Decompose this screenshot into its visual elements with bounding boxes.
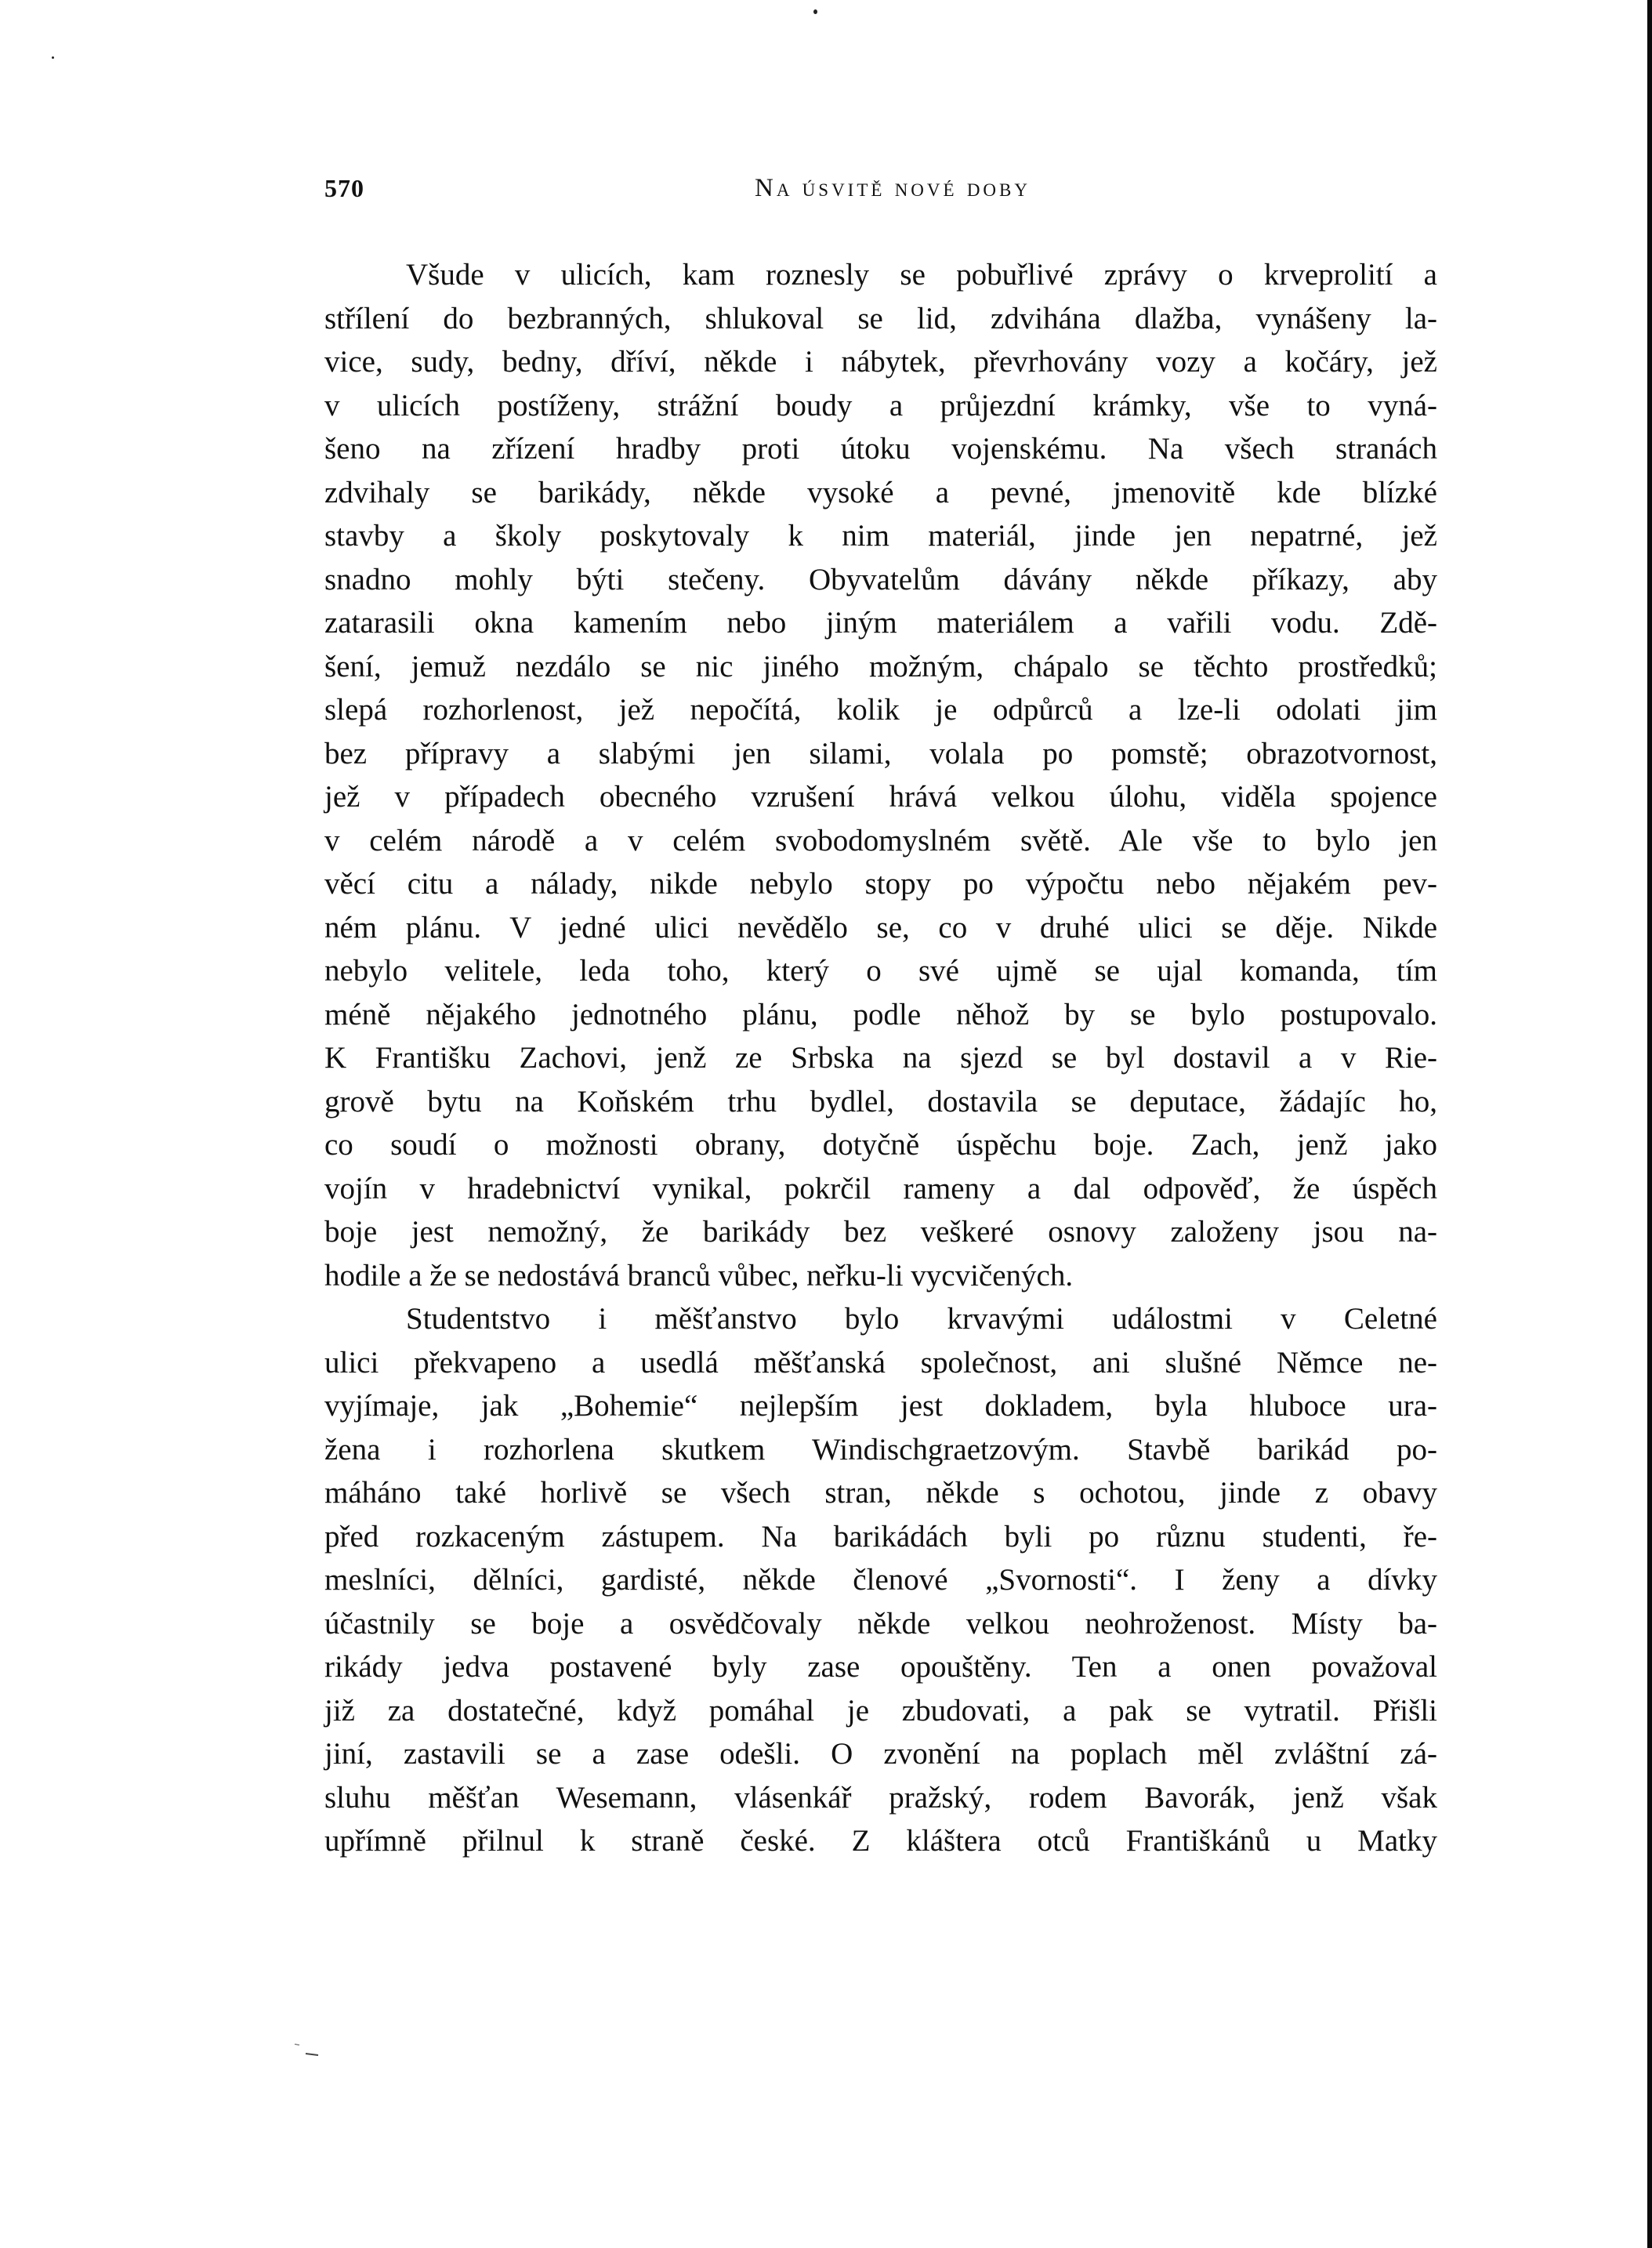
- text-line: K Františku Zachovi, jenž ze Srbska na sjezd se byl dostavil a v Rie-: [324, 1041, 1437, 1075]
- text-line: jež v případech obecného vzrušení hrává velkou úlohu, viděla spojence: [324, 780, 1437, 814]
- text-line: grově bytu na Koňském trhu bydlel, dostavila se deputace, žádajíc ho,: [324, 1084, 1437, 1119]
- text-line: před rozkaceným zástupem. Na barikádách byli po různu studenti, ře-: [324, 1519, 1437, 1554]
- text-line: zatarasili okna kamením nebo jiným materiálem a vařili vodu. Zdě-: [324, 606, 1437, 640]
- paragraph: [324, 1297, 1437, 1863]
- page-number: 570: [324, 174, 364, 202]
- text-line: vice, sudy, bedny, dříví, někde i nábytek, převrhovány vozy a kočáry, jež: [324, 345, 1437, 379]
- text-line: stavby a školy poskytovaly k nim materiál, jinde jen nepatrné, jež: [324, 519, 1437, 553]
- text-line: vojín v hradebnictví vynikal, pokrčil rameny a dal odpověď, že úspěch: [324, 1171, 1437, 1206]
- text-line: co soudí o možnosti obrany, dotyčně úspěchu boje. Zach, jenž jako: [324, 1128, 1437, 1162]
- text-line: vyjímaje, jak „Bohemie“ nejlepším jest dokladem, byla hluboce ura-: [324, 1389, 1437, 1423]
- text-line: nebylo velitele, leda toho, který o své ujmě se ujal komanda, tím: [324, 954, 1437, 988]
- body-text: [324, 253, 1437, 1863]
- text-line: boje jest nemožný, že barikády bez veškeré osnovy založeny jsou na-: [324, 1215, 1437, 1249]
- text-line: bez přípravy a slabými jen silami, volala po pomstě; obrazotvornost,: [324, 736, 1437, 770]
- text-line: žena i rozhorlena skutkem Windischgraetzovým. Stavbě barikád po-: [324, 1432, 1437, 1467]
- text-line: v ulicích postíženy, strážní boudy a průjezdní krámky, vše to vyná-: [324, 388, 1437, 422]
- text-line: sluhu měšťan Wesemann, vlásenkář pražský, rodem Bavorák, jenž však: [324, 1780, 1437, 1815]
- text-line: jiní, zastavili se a zase odešli. O zvonění na poplach měl zvláštní zá-: [324, 1737, 1437, 1771]
- text-line: Všude v ulicích, kam roznesly se pobuřlivé zprávy o krveprolití a: [406, 258, 1437, 292]
- text-line: snadno mohly býti stečeny. Obyvatelům dávány někde příkazy, aby: [324, 562, 1437, 596]
- paragraph: [324, 253, 1437, 1297]
- text-line: slepá rozhorlenost, jež nepočítá, kolik je odpůrců a lze-li odolati jim: [324, 693, 1437, 727]
- text-line: méně nějakého jednotného plánu, podle něhož by se bylo postupovalo.: [324, 997, 1437, 1032]
- scan-edge: [1647, 0, 1652, 2248]
- text-line: šeno na zřízení hradby proti útoku vojenskému. Na všech stranách: [324, 432, 1437, 466]
- text-line: meslníci, dělníci, gardisté, někde členové „Svornosti“. I ženy a dívky: [324, 1563, 1437, 1597]
- scan-speck: [813, 9, 817, 14]
- scan-marks: [290, 2038, 353, 2179]
- text-line: již za dostatečné, když pomáhal je zbudovati, a pak se vytratil. Přišli: [324, 1693, 1437, 1728]
- text-line: Studentstvo i měšťanstvo bylo krvavými událostmi v Celetné: [406, 1302, 1437, 1336]
- text-line: šení, jemuž nezdálo se nic jiného možným, chápalo se těchto prostředků;: [324, 649, 1437, 683]
- text-line: účastnily se boje a osvědčovaly někde velkou neohroženost. Místy ba-: [324, 1606, 1437, 1641]
- text-line: máháno také horlivě se všech stran, někde s ochotou, jinde z obavy: [324, 1476, 1437, 1510]
- text-line: věcí citu a nálady, nikde nebylo stopy po výpočtu nebo nějakém pev-: [324, 867, 1437, 901]
- text-line: ném plánu. V jedné ulici nevědělo se, co v druhé ulici se děje. Nikde: [324, 910, 1437, 945]
- page-header: [324, 174, 1437, 213]
- text-line: hodile a že se nedostává branců vůbec, neřku-li vycvičených.: [324, 1258, 1074, 1293]
- text-line: rikády jedva postavené byly zase opouštěny. Ten a onen považoval: [324, 1650, 1437, 1684]
- text-line: upřímně přilnul k straně české. Z kláštera otců Františkánů u Matky: [324, 1824, 1437, 1858]
- text-line: v celém národě a v celém svobodomyslném světě. Ale vše to bylo jen: [324, 823, 1437, 858]
- running-title: Na úsvitě nové doby: [754, 174, 1031, 202]
- text-line: střílení do bezbranných, shlukoval se lid, zdvihána dlažba, vynášeny la-: [324, 301, 1437, 335]
- scan-speck: [52, 56, 54, 59]
- text-line: ulici překvapeno a usedlá měšťanská společnost, ani slušné Němce ne-: [324, 1345, 1437, 1380]
- text-line: zdvihaly se barikády, někde vysoké a pevné, jmenovitě kde blízké: [324, 475, 1437, 509]
